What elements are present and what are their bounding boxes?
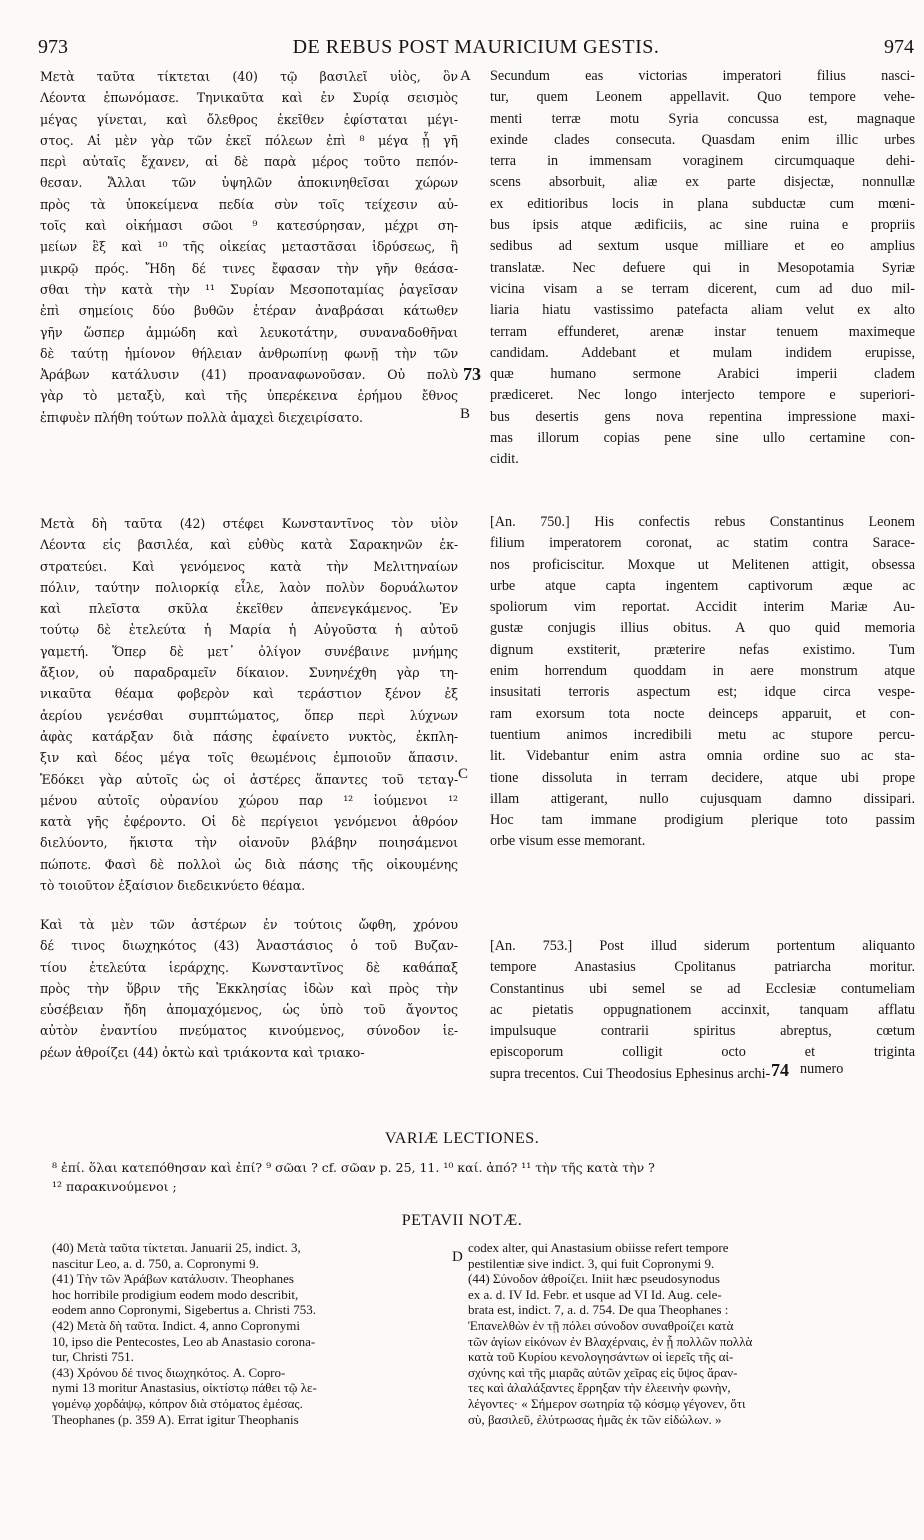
running-header (38, 36, 914, 62)
text-line: γῆν ὥσπερ ἀμμώδη καὶ λευκοτάτην, συναναδοθῆναι (40, 324, 458, 340)
text-line: ex a. d. IV Id. Febr. et usque ad VI Id. Aug. cele- (468, 1286, 722, 1302)
text-line: sedibus ad sextum usque milliare et eo amplius (490, 238, 915, 255)
text-line: ἐπὶ σημείοις δύο βυθῶν ἑτέραν ἀναβράσαι κάτωθεν (40, 303, 458, 319)
text-line: λέγοντες· « Σήμερον σωτηρία τῷ κόσμῳ γέγονεν, ὅτι (468, 1395, 746, 1411)
text-line: [An. 753.] Post illud siderum portentum aliquanto (490, 938, 915, 954)
text-line: σὺ, βασιλεῦ, ἐλύτρωσας ἡμᾶς ἐκ τῶν εἰδώλων. » (468, 1411, 722, 1427)
latin-column-block-1 (490, 66, 915, 512)
text-line: mas illorum copias pene sine ullo certamine con- (490, 430, 915, 447)
text-line: bus ipsis atque ædificiis, ac sine ruina e propriis (490, 217, 915, 234)
text-line: ἄξιον, οὐ παραδραμεῖν δίκαιον. Συνηνέχθη γὰρ τη- (40, 665, 458, 681)
text-line: μείων ἓξ καὶ ¹⁰ τῆς οἰκείας μεταστᾶσαι ἱδρύσεως, ἢ (40, 239, 458, 255)
text-line: Λέοντα ἐπωνόμασε. Τηνικαῦτα καὶ ἐν Συρίᾳ σεισμὸς (40, 90, 458, 106)
text-line: gustæ conjugis illius obitus. A quo quid memoria (490, 620, 915, 637)
text-line: Ἐπανελθὼν ἐν τῇ πόλει σύνοδον συναθροίζει κατὰ (468, 1317, 734, 1333)
text-line: ram exorsum tota nocte deinceps apparuit, et con- (490, 705, 915, 722)
text-line: spoliorum vim reportat. Accidit interim Mariæ Au- (490, 599, 915, 616)
notes-left-column (52, 1240, 448, 1427)
margin-letter-a: A (460, 68, 471, 84)
text-line: δὲ ταύτῃ ἡμίονον θήλειαν ἀνθρωπίνῃ φωνῇ τὴν τῶν (40, 345, 458, 361)
text-line: Secundum eas victorias imperatori filius nasci- (490, 68, 915, 84)
text-line: urbe atque capta ingentem captivorum æque ac (490, 577, 915, 594)
text-line: nos proficiscitur. Moxque ut Melitenen attigit, obsessa (490, 556, 915, 573)
variae-lectiones (52, 1158, 902, 1196)
text-line: θεσαν. Ἄλλαι τῶν ὑψηλῶν ἀποκινηθεῖσαι χώρων (40, 175, 458, 191)
greek-column-block-2 (40, 513, 458, 913)
text-line: μέγας γίνεται, καὶ ὄλεθρος ἐκεῖθεν ἐφίσταται μέγι- (40, 111, 458, 127)
text-line: nascitur Leo, a. d. 750, a. Copronymi 9. (52, 1255, 259, 1271)
text-line: filium imperatorem coronat, ac statim contra Sarace- (490, 535, 915, 552)
notes-right-column (468, 1240, 908, 1427)
text-line: eodem anno Copronymi, Sigebertus a. Christi 753. (52, 1302, 316, 1318)
text-line: ἀφὰς κατάρξαν διὰ πάσης ἐφαίνετο νυκτὸς, ἐκπλη- (40, 728, 458, 744)
text-line: impulsuque contrarii spiritus abreptus, cœtum (490, 1023, 915, 1040)
text-line: ξιν καὶ δέος μέγα τοῖς θεωμένοις ἐμποιοῦν ἅπασιν. (40, 750, 458, 766)
petavii-notae-heading: PETAVII NOTÆ. (401, 1212, 523, 1229)
text-line: Ἀράβων κατάλυσιν (41) προαναφωνοῦσαν. Οὐ πολὺ (40, 367, 458, 383)
text-line: τὸ τοιοῦτον ἐξαίσιον διεδεικνύετο θέαμα. (40, 878, 306, 894)
text-line: ἀερίου γενέσθαι συμπτώματος, ὅπερ περὶ λύχνων (40, 707, 458, 723)
variae-line: ¹² παρακινούμενοι ; (52, 1179, 177, 1194)
text-line: καὶ πλεῖστα σκῦλα ἐκεῖθεν ἀπενεγκάμενος. Ἐν (40, 601, 458, 617)
latin-numero-word: numero (800, 1061, 844, 1077)
text-line: τῶν ἁγίων εἰκόνων ἐν Βλαχέρναις, ἐν ᾗ πολλῶν πολλὰ (468, 1333, 753, 1349)
page-number-right: 974 (884, 36, 914, 58)
text-line: αὐτὸν ἐναντίου πνεύματος κινούμενος, σύνοδον ἱε- (40, 1023, 458, 1039)
text-line: dignum exstiterit, præterire nefas existimo. Tum (490, 641, 915, 658)
text-line: στος. Αἱ μὲν γὰρ τῶν ἐκεῖ πόλεων ἐπὶ ⁸ μέγα ᾗ γῆ (40, 132, 458, 148)
latin-column-block-2 (490, 512, 915, 872)
margin-letter-c: C (458, 766, 469, 782)
text-line: Theophanes (p. 359 A). Errat igitur Theophanis (52, 1411, 299, 1427)
text-line: πρὸς τὴν ὕβριν τῆς Ἐκκλησίας ἰδὼν καὶ πρὸς τὴν (40, 980, 458, 996)
text-line: στρατεύει. Καὶ γενόμενος κατὰ τὴν Μελιτηναίων (40, 558, 458, 574)
text-line: bus desertis gens nova repentina impressione maxi- (490, 408, 915, 425)
text-line: Ἐδόκει γὰρ αὐτοῖς ὡς οἱ ἀστέρες ἅπαντες τοῦ τεταγ- (40, 771, 458, 787)
variae-line: ⁸ ἐπί. ὅλαι κατεπόθησαν καὶ ἐπί? ⁹ σῶαι ? cf. σῶαν p. 25, 11. ¹⁰ καί. ἀπό? ¹¹ τὴν τῆς κατὰ τὴν ? (52, 1160, 655, 1175)
text-line: (42) Μετὰ δὴ ταῦτα. Indict. 4, anno Copronymi (52, 1317, 300, 1333)
text-line: tur, quem Leonem appellavit. Quo tempore vehe- (490, 89, 915, 106)
text-line: γομένῳ χορδάψῳ, κόπρον διὰ στόματος ἐμέσας. (52, 1395, 303, 1411)
running-title: DE REBUS POST MAURICIUM GESTIS. (292, 36, 660, 58)
text-line: supra trecentos. Cui Theodosius Ephesinus archi- (490, 1065, 771, 1082)
text-line: πρὸς τὰ ὑποκείμενα πεδία σὺν τοῖς τείχεσιν αὐ- (40, 196, 458, 212)
text-line: γαμετή. Ὅπερ δὲ μετ᾿ ὀλίγον συνέβαινε μνήμης (40, 643, 458, 659)
greek-column-block-1 (40, 66, 458, 506)
text-line: exinde clades consecuta. Quasdam enim illic urbes (490, 131, 915, 148)
text-line: ἐπιφυὲν πλήθη τούτων πολλὰ ἀμαχεὶ διεχειρίσατο. (40, 409, 363, 425)
variae-lectiones-heading: VARIÆ LECTIONES. (384, 1130, 540, 1147)
text-line: tempore Anastasius Cpolitanus patriarcha moritur. (490, 959, 915, 976)
text-line: insusitati terroris aspectum est; idque circa vespe- (490, 684, 915, 701)
text-line: orbe visum esse memorant. (490, 833, 646, 850)
text-line: σχύνης καὶ τῆς μιαρᾶς αὐτῶν χεῖρας εἰς ὕψος ἄραν- (468, 1364, 738, 1380)
text-line: κατὰ τοῦ Κυρίου κενολογησάντων οἱ ἱερεῖς τῆς αἰ- (468, 1349, 734, 1365)
text-line: cidit. (490, 451, 519, 468)
text-line: νικαῦτα θέαμα φοβερὸν καὶ τεράστιον ξένον ἐξ (40, 686, 458, 702)
text-line: tuentium animos incredibili metu ac stupore percu- (490, 726, 915, 743)
text-line: Μετὰ ταῦτα τίκτεται (40) τῷ βασιλεῖ υἱὸς, ὃν (40, 69, 458, 84)
text-line: (41) Τὴν τῶν Ἀράβων κατάλυσιν. Theophanes (52, 1271, 294, 1287)
text-line: brata est, indict. 7, a. d. 754. De qua Theophanes : (468, 1302, 729, 1318)
latin-column-block-3 (490, 936, 915, 1096)
page-number-left: 973 (38, 36, 68, 58)
margin-number-73: 73 (463, 364, 481, 384)
text-line: ex editioribus locis in plana subductæ cum mœni- (490, 195, 915, 212)
margin-letter-b: B (460, 406, 471, 422)
text-line: τίου ἐτελεύτα ἱεράρχης. Κωνσταντῖνος δὲ καθάπαξ (40, 959, 458, 975)
text-line: (40) Μετὰ ταῦτα τίκτεται. Januarii 25, indict. 3, (52, 1240, 301, 1255)
text-line: episcoporum colligit octo et triginta (490, 1044, 915, 1061)
text-line: illam attigerant, nullo cujusquam damno dissipari. (490, 790, 915, 807)
text-line: lit. Videbantur enim astra omnia ordine suo ac sta- (490, 748, 915, 765)
text-line: Hoc tam immane prodigium plerique toto passim (490, 812, 915, 829)
text-line: vicina visam a se terram dicerent, cum ad duo mil- (490, 280, 915, 297)
text-line: διελύοντο, ἥκιστα τὴν οἱανοῦν βλάβην ποιησάμενοι (40, 835, 458, 851)
text-line: menti terræ motu Syria concussa est, magnaque (490, 110, 915, 127)
text-line: περὶ αὐταῖς ἔχανεν, αἱ δὲ παρὰ μέρος τοῦτο πεπόν- (40, 154, 458, 170)
text-line: μικρῷ πρός. Ἤδη δέ τινες ἔφασαν τὴν γῆν θεάσα- (40, 260, 458, 276)
text-line: [An. 750.] His confectis rebus Constantinus Leonem (490, 514, 915, 530)
text-line: Λέοντα εἰς βασιλέα, καὶ εὐθὺς κατὰ Σαρακηνῶν ἐκ- (40, 537, 458, 553)
margin-letter-d: D (452, 1249, 463, 1265)
text-line: liaria hiatu vastissimo patefacta aliam velut ex alto (490, 302, 915, 319)
text-line: σθαι τὴν κατὰ τὴν ¹¹ Συρίαν Μεσοποταμίας ῥαγεῖσαν (40, 281, 458, 297)
text-line: τοῖς καὶ οἰκήμασι σῶοι ⁹ κατεσύρησαν, μέχρι ση- (40, 218, 458, 234)
text-line: pestilentiæ sive indict. 3, qui fuit Copronymi 9. (468, 1255, 715, 1271)
text-line: (44) Σύνοδον ἀθροίζει. Iniit hæc pseudosynodus (468, 1271, 720, 1287)
text-line: quæ humano sermone Arabici imperii cladem (490, 366, 915, 383)
text-line: εὐσέβειαν ἤδη ἀπομαχόμενος, ὡς ὑπὸ τοῦ ἄγοντος (40, 1002, 458, 1018)
text-line: Μετὰ δὴ ταῦτα (42) στέφει Κωνσταντῖνος τὸν υἱὸν (40, 516, 458, 531)
text-line: hoc horribile prodigium eodem modo describit, (52, 1286, 299, 1302)
text-line: nymi 13 moritur Anastasius, οἰκτίστῳ πάθει τῷ λε- (52, 1380, 317, 1396)
text-line: μένου αὐτοῖς οὐρανίου χώρου παρ ¹² ἰούμενοι ¹² (40, 792, 458, 808)
text-line: ρέων ἀθροίζει (44) ὀκτὼ καὶ τριάκοντα καὶ τριακο- (40, 1044, 365, 1060)
text-line: πώποτε. Φασὶ δὲ πολλοὶ ὡς διὰ πάσης τῆς οἰκουμένης (40, 856, 458, 872)
text-line: terra in immensam voraginem circumquaque dehi- (490, 153, 915, 170)
text-line: candidam. Addebant et mulam indidem erupisse, (490, 344, 915, 361)
text-line: (43) Χρόνου δέ τινος διωχηκότος. A. Copro- (52, 1364, 286, 1380)
text-line: translatæ. Nec defuere qui in Mesopotamia Syriæ (490, 259, 915, 276)
text-line: prædiceret. Nec longo interjecto tempore e superiori- (490, 387, 915, 404)
text-line: enim horrendum quoddam in aere monstrum atque (490, 663, 915, 680)
text-line: δέ τινος διωχηκότος (43) Ἀναστάσιος ὁ τοῦ Βυζαν- (40, 938, 458, 954)
text-line: terram effunderet, arenæ instar tenuem maximeque (490, 323, 915, 340)
greek-column-block-3 (40, 914, 458, 1074)
text-line: 10, ipso die Pentecostes, Leo ab Anastasio corona- (52, 1333, 316, 1349)
text-line: tur, Christi 751. (52, 1349, 134, 1365)
text-line: πόλιν, ταύτην πολιορκίᾳ εἷλε, λαὸν πολὺν δορυάλωτον (40, 579, 458, 595)
text-line: Καὶ τὰ μὲν τῶν ἀστέρων ἐν τούτοις ὤφθη, χρόνου (40, 917, 458, 932)
text-line: Constantinus ubi semel se ad Ecclesiæ contumeliam (490, 980, 915, 997)
text-line: τούτῳ δὲ ἐτελεύτα ἡ Μαρία ἡ Αὐγοῦστα ἡ αὐτοῦ (40, 622, 458, 638)
margin-number-74: 74 (771, 1060, 789, 1080)
text-line: tione dissoluta in terram decidere, atque ubi prope (490, 769, 915, 786)
text-line: codex alter, qui Anastasium obiisse refert tempore (468, 1240, 729, 1255)
text-line: γὰρ τὸ μεταξὺ, καὶ τῆς ὑπερέκεινα ἐρήμου ἔθνος (40, 388, 458, 404)
text-line: τες καὶ ἀλαλάξαντες ἔρρηξαν τὴν ἐλεεινὴν φωνὴν, (468, 1380, 731, 1396)
text-line: scens absorbuit, aliæ ex parte disjectæ, nonnullæ (490, 174, 915, 191)
text-line: κατὰ γῆς ἐφέροντο. Οἱ δὲ περίγειοι γενόμενοι ἀθρόον (40, 814, 458, 830)
text-line: ac pietatis oppugnationem accinxit, tanquam afflatu (490, 1001, 915, 1018)
